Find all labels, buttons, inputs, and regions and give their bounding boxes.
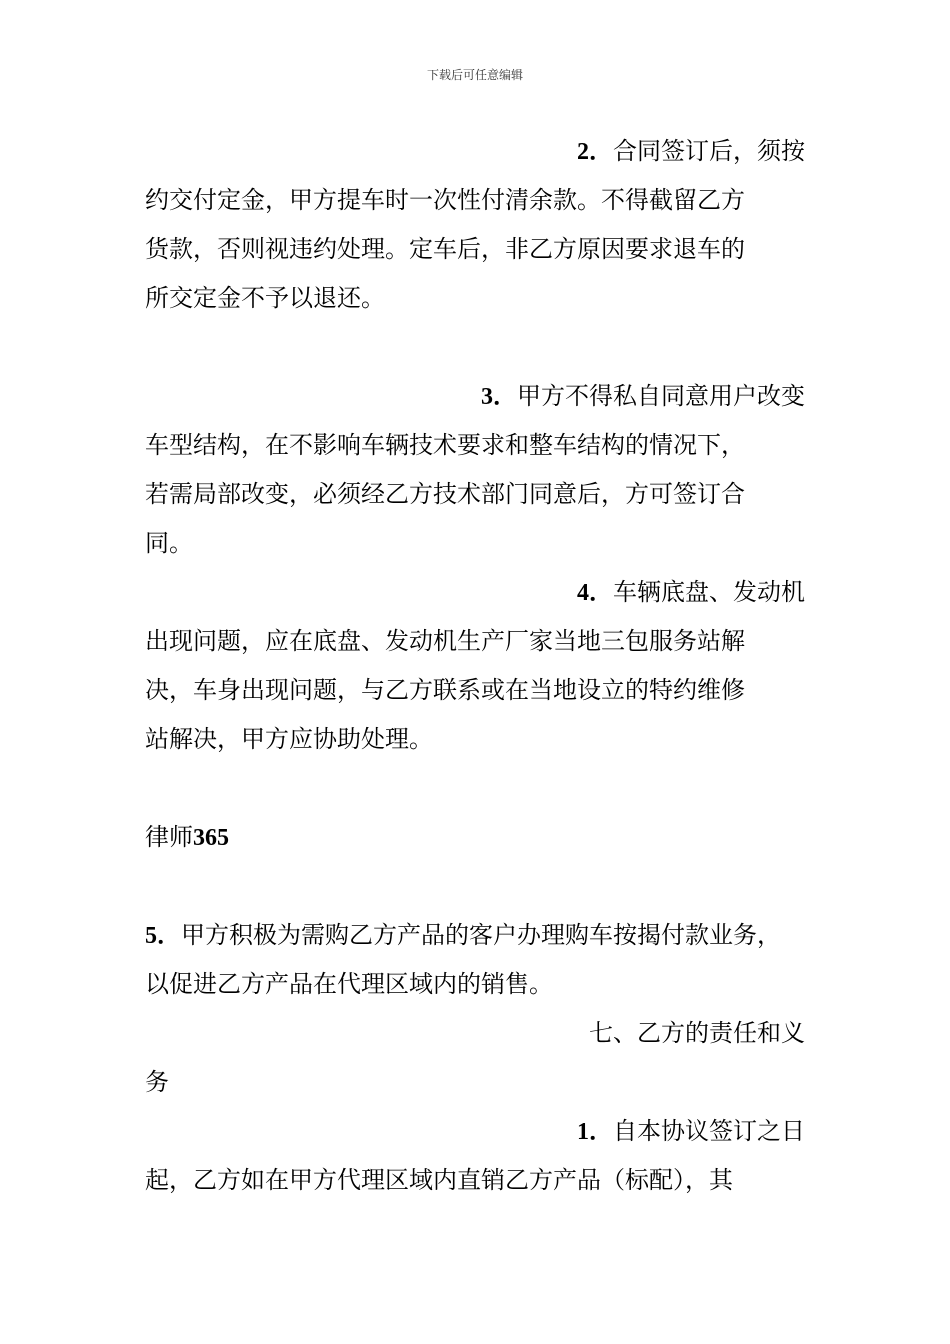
clause-number: 1． [577, 1119, 613, 1145]
clause-text: 甲方不得私自同意用户改变 [517, 382, 805, 410]
clause-text: 合同签订后，须按 [613, 137, 805, 165]
clause-3-line: 车型结构，在不影响车辆技术要求和整车结构的情况下， [145, 431, 745, 459]
clause-3-line: 若需局部改变，必须经乙方技术部门同意后，方可签订合 [145, 480, 745, 508]
spacer [145, 862, 815, 911]
clause-number: 2． [577, 139, 613, 165]
spacer [145, 764, 815, 813]
clause-text: 车辆底盘、发动机 [613, 578, 805, 606]
clause-number: 5． [145, 923, 181, 949]
clause-5-first-line [145, 911, 815, 960]
section-7-heading-cont: 务 [145, 1068, 169, 1096]
clause-2-first-line [145, 127, 815, 176]
page-header-note: 下载后可任意编辑 [426, 68, 523, 82]
clause-number: 4． [577, 580, 613, 606]
clause-4-first-line [145, 568, 815, 617]
clause-4-line: 出现问题，应在底盘、发动机生产厂家当地三包服务站解 [145, 627, 745, 655]
watermark-number: 365 [193, 825, 229, 851]
clause-3-line: 同。 [145, 529, 193, 557]
clause-4-line: 决，车身出现问题，与乙方联系或在当地设立的特约维修 [145, 676, 745, 704]
clause-2-line: 所交定金不予以退还。 [145, 284, 385, 312]
section-7-clause-1-first-line [145, 1107, 815, 1156]
clause-text: 自本协议签订之日 [613, 1117, 805, 1145]
clause-number: 3． [481, 384, 517, 410]
section-7-heading: 七、乙方的责任和义 [589, 1019, 805, 1047]
document-body [145, 127, 815, 1205]
clause-4-line: 站解决，甲方应协助处理。 [145, 725, 433, 753]
spacer [145, 323, 815, 372]
clause-2-line: 货款，否则视违约处理。定车后，非乙方原因要求退车的 [145, 235, 745, 263]
clause-text: 甲方积极为需购乙方产品的客户办理购车按揭付款业务， [181, 921, 781, 949]
clause-2-line: 约交付定金，甲方提车时一次性付清余款。不得截留乙方 [145, 186, 745, 214]
clause-3-first-line [145, 372, 815, 421]
clause-5-line: 以促进乙方产品在代理区域内的销售。 [145, 970, 553, 998]
section-7-clause-1-line: 起，乙方如在甲方代理区域内直销乙方产品（标配），其 [145, 1166, 733, 1194]
watermark-text [145, 813, 815, 862]
watermark-label: 律师 [145, 823, 193, 851]
